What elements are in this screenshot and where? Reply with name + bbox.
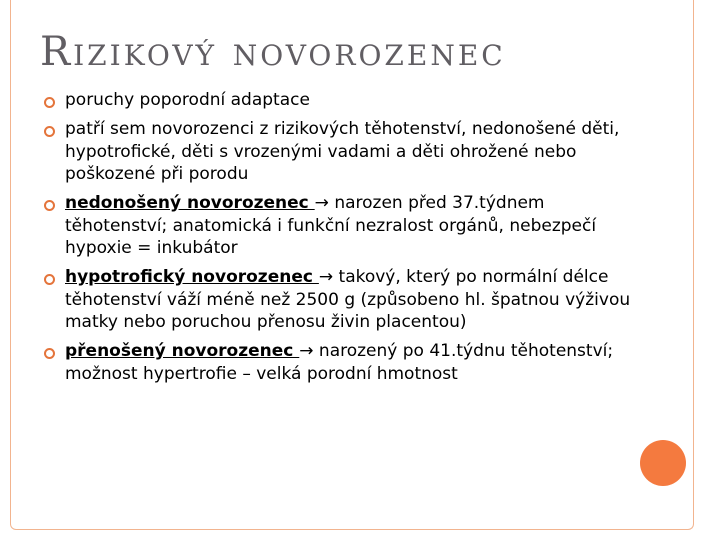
bullet-term: nedonošený novorozenec	[65, 193, 315, 213]
decorative-circle	[640, 440, 686, 486]
bullet-term: přenošený novorozenec	[65, 341, 300, 361]
bullet-item	[65, 89, 645, 112]
bullet-circle-icon	[44, 200, 55, 211]
bullet-item	[65, 118, 645, 186]
bullet-item	[65, 192, 645, 260]
bullet-circle-icon	[44, 126, 55, 137]
bullet-text: poruchy poporodní adaptace	[65, 90, 310, 110]
slide-title: Rizikový novorozenec	[40, 29, 506, 75]
bullet-item	[65, 266, 645, 334]
bullet-circle-icon	[44, 274, 55, 285]
bullet-text: patří sem novorozenci z rizikových těhotenství, nedonošené děti, hypotrofické, děti s vrozenými vadami a děti ohrožené nebo poškozené při porodu	[65, 119, 620, 184]
bullet-text: → takový, který po normální délce těhotenství váží méně než 2500 g (způsobeno hl. špatnou výživou matky nebo poruchou přenosu živin placentou)	[65, 267, 631, 332]
bullet-term: hypotrofický novorozenec	[65, 267, 319, 287]
bullet-circle-icon	[44, 97, 55, 108]
bullet-circle-icon	[44, 348, 55, 359]
bullet-list	[65, 89, 645, 392]
bullet-text: → narozený po 41.týdnu těhotenství; možnost hypertrofie – velká porodní hmotnost	[65, 341, 614, 384]
bullet-item	[65, 340, 645, 385]
bullet-text: → narozen před 37.týdnem těhotenství; anatomická i funkční nezralost orgánů, nebezpečí hypoxie = inkubátor	[65, 193, 597, 258]
